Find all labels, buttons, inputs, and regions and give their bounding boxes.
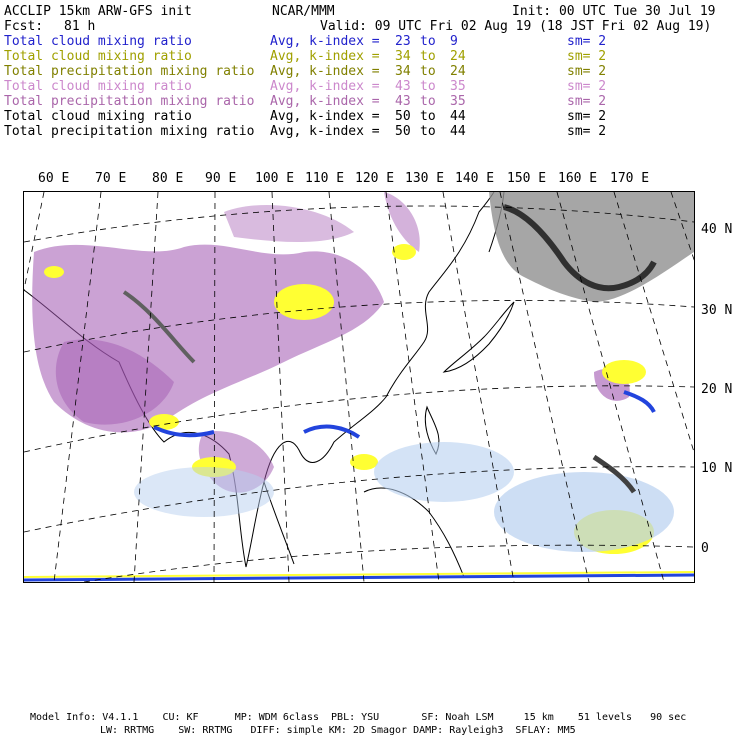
map-canvas: [24, 192, 694, 582]
field-avg-label: Avg, k-index =: [270, 64, 380, 79]
field-k-to: 24: [450, 64, 466, 79]
field-avg-label: Avg, k-index =: [270, 109, 380, 124]
field-smoothing: sm= 2: [567, 34, 607, 49]
longitude-label: 60 E: [38, 171, 70, 186]
field-name: Total precipitation mixing ratio: [4, 124, 255, 139]
field-k-to: 35: [450, 94, 466, 109]
field-k-to: 24: [450, 49, 466, 64]
field-name: Total cloud mixing ratio: [4, 79, 192, 94]
field-smoothing: sm= 2: [567, 109, 607, 124]
field-avg-label: Avg, k-index =: [270, 124, 380, 139]
field-k-from: 34: [395, 64, 411, 79]
valid-time: Valid: 09 UTC Fri 02 Aug 19 (18 JST Fri 02 Aug 19): [320, 19, 712, 34]
field-avg-label: Avg, k-index =: [270, 79, 380, 94]
field-to-word: to: [420, 94, 436, 109]
field-k-to: 44: [450, 109, 466, 124]
field-smoothing: sm= 2: [567, 124, 607, 139]
longitude-label: 100 E: [255, 171, 295, 186]
longitude-label: 170 E: [610, 171, 650, 186]
field-avg-label: Avg, k-index =: [270, 49, 380, 64]
field-k-to: 44: [450, 124, 466, 139]
field-to-word: to: [420, 109, 436, 124]
field-name: Total cloud mixing ratio: [4, 109, 192, 124]
purple-cloud-manchuria: [384, 192, 420, 252]
field-smoothing: sm= 2: [567, 64, 607, 79]
field-avg-label: Avg, k-index =: [270, 34, 380, 49]
longitude-label: 90 E: [205, 171, 237, 186]
product-title: ACCLIP 15km ARW-GFS init: [4, 4, 192, 19]
lightblue-indian-ocean: [134, 467, 274, 517]
field-smoothing: sm= 2: [567, 94, 607, 109]
longitude-label: 110 E: [305, 171, 345, 186]
lightblue-pacific: [494, 472, 674, 552]
field-k-from: 50: [395, 109, 411, 124]
longitude-label: 150 E: [507, 171, 547, 186]
field-smoothing: sm= 2: [567, 79, 607, 94]
latitude-label: 20 N: [701, 382, 733, 397]
field-name: Total precipitation mixing ratio: [4, 64, 255, 79]
longitude-label: 120 E: [355, 171, 395, 186]
init-time: Init: 00 UTC Tue 30 Jul 19: [512, 4, 716, 19]
field-k-from: 43: [395, 94, 411, 109]
field-name: Total cloud mixing ratio: [4, 34, 192, 49]
blue-band-typhoon: [624, 392, 654, 412]
yellow-patch-typhoon: [602, 360, 646, 384]
longitude-label: 80 E: [152, 171, 184, 186]
field-smoothing: sm= 2: [567, 49, 607, 64]
yellow-patch-tibet: [274, 284, 334, 320]
field-k-from: 23: [395, 34, 411, 49]
field-to-word: to: [420, 79, 436, 94]
yellow-patch-korea: [392, 244, 416, 260]
yellow-patch-scs: [350, 454, 378, 470]
organization-label: NCAR/MMM: [272, 4, 335, 19]
field-to-word: to: [420, 64, 436, 79]
longitude-label: 160 E: [558, 171, 598, 186]
field-to-word: to: [420, 124, 436, 139]
longitude-label: 130 E: [405, 171, 445, 186]
meridian-110e: [329, 192, 364, 582]
footer-model-info: Model Info: V4.1.1 CU: KF MP: WDM 6class PBL: YSU SF: Noah LSM 15 km 51 levels 90 sec: [30, 712, 687, 723]
latitude-label: 10 N: [701, 461, 733, 476]
field-k-from: 43: [395, 79, 411, 94]
forecast-label: Fcst:: [4, 19, 44, 34]
footer-physics-info: LW: RRTMG SW: RRTMG DIFF: simple KM: 2D Smagor DAMP: Rayleigh3 SFLAY: MM5: [100, 725, 576, 736]
field-k-from: 50: [395, 124, 411, 139]
longitude-label: 140 E: [455, 171, 495, 186]
latitude-label: 30 N: [701, 303, 733, 318]
forecast-hours: 81 h: [64, 19, 96, 34]
field-k-to: 35: [450, 79, 466, 94]
field-k-to: 9: [450, 34, 458, 49]
field-name: Total precipitation mixing ratio: [4, 94, 255, 109]
japan-coast: [444, 302, 514, 372]
latitude-label: 40 N: [701, 222, 733, 237]
longitude-label: 70 E: [95, 171, 127, 186]
lightblue-philippine-sea: [374, 442, 514, 502]
field-k-from: 34: [395, 49, 411, 64]
meridian-100e: [272, 192, 289, 582]
field-avg-label: Avg, k-index =: [270, 94, 380, 109]
field-to-word: to: [420, 34, 436, 49]
field-name: Total cloud mixing ratio: [4, 49, 192, 64]
yellow-patch-india: [149, 414, 179, 430]
field-to-word: to: [420, 49, 436, 64]
yellow-patch-west: [44, 266, 64, 278]
map-panel: [23, 191, 695, 583]
latitude-label: 0: [701, 541, 709, 556]
